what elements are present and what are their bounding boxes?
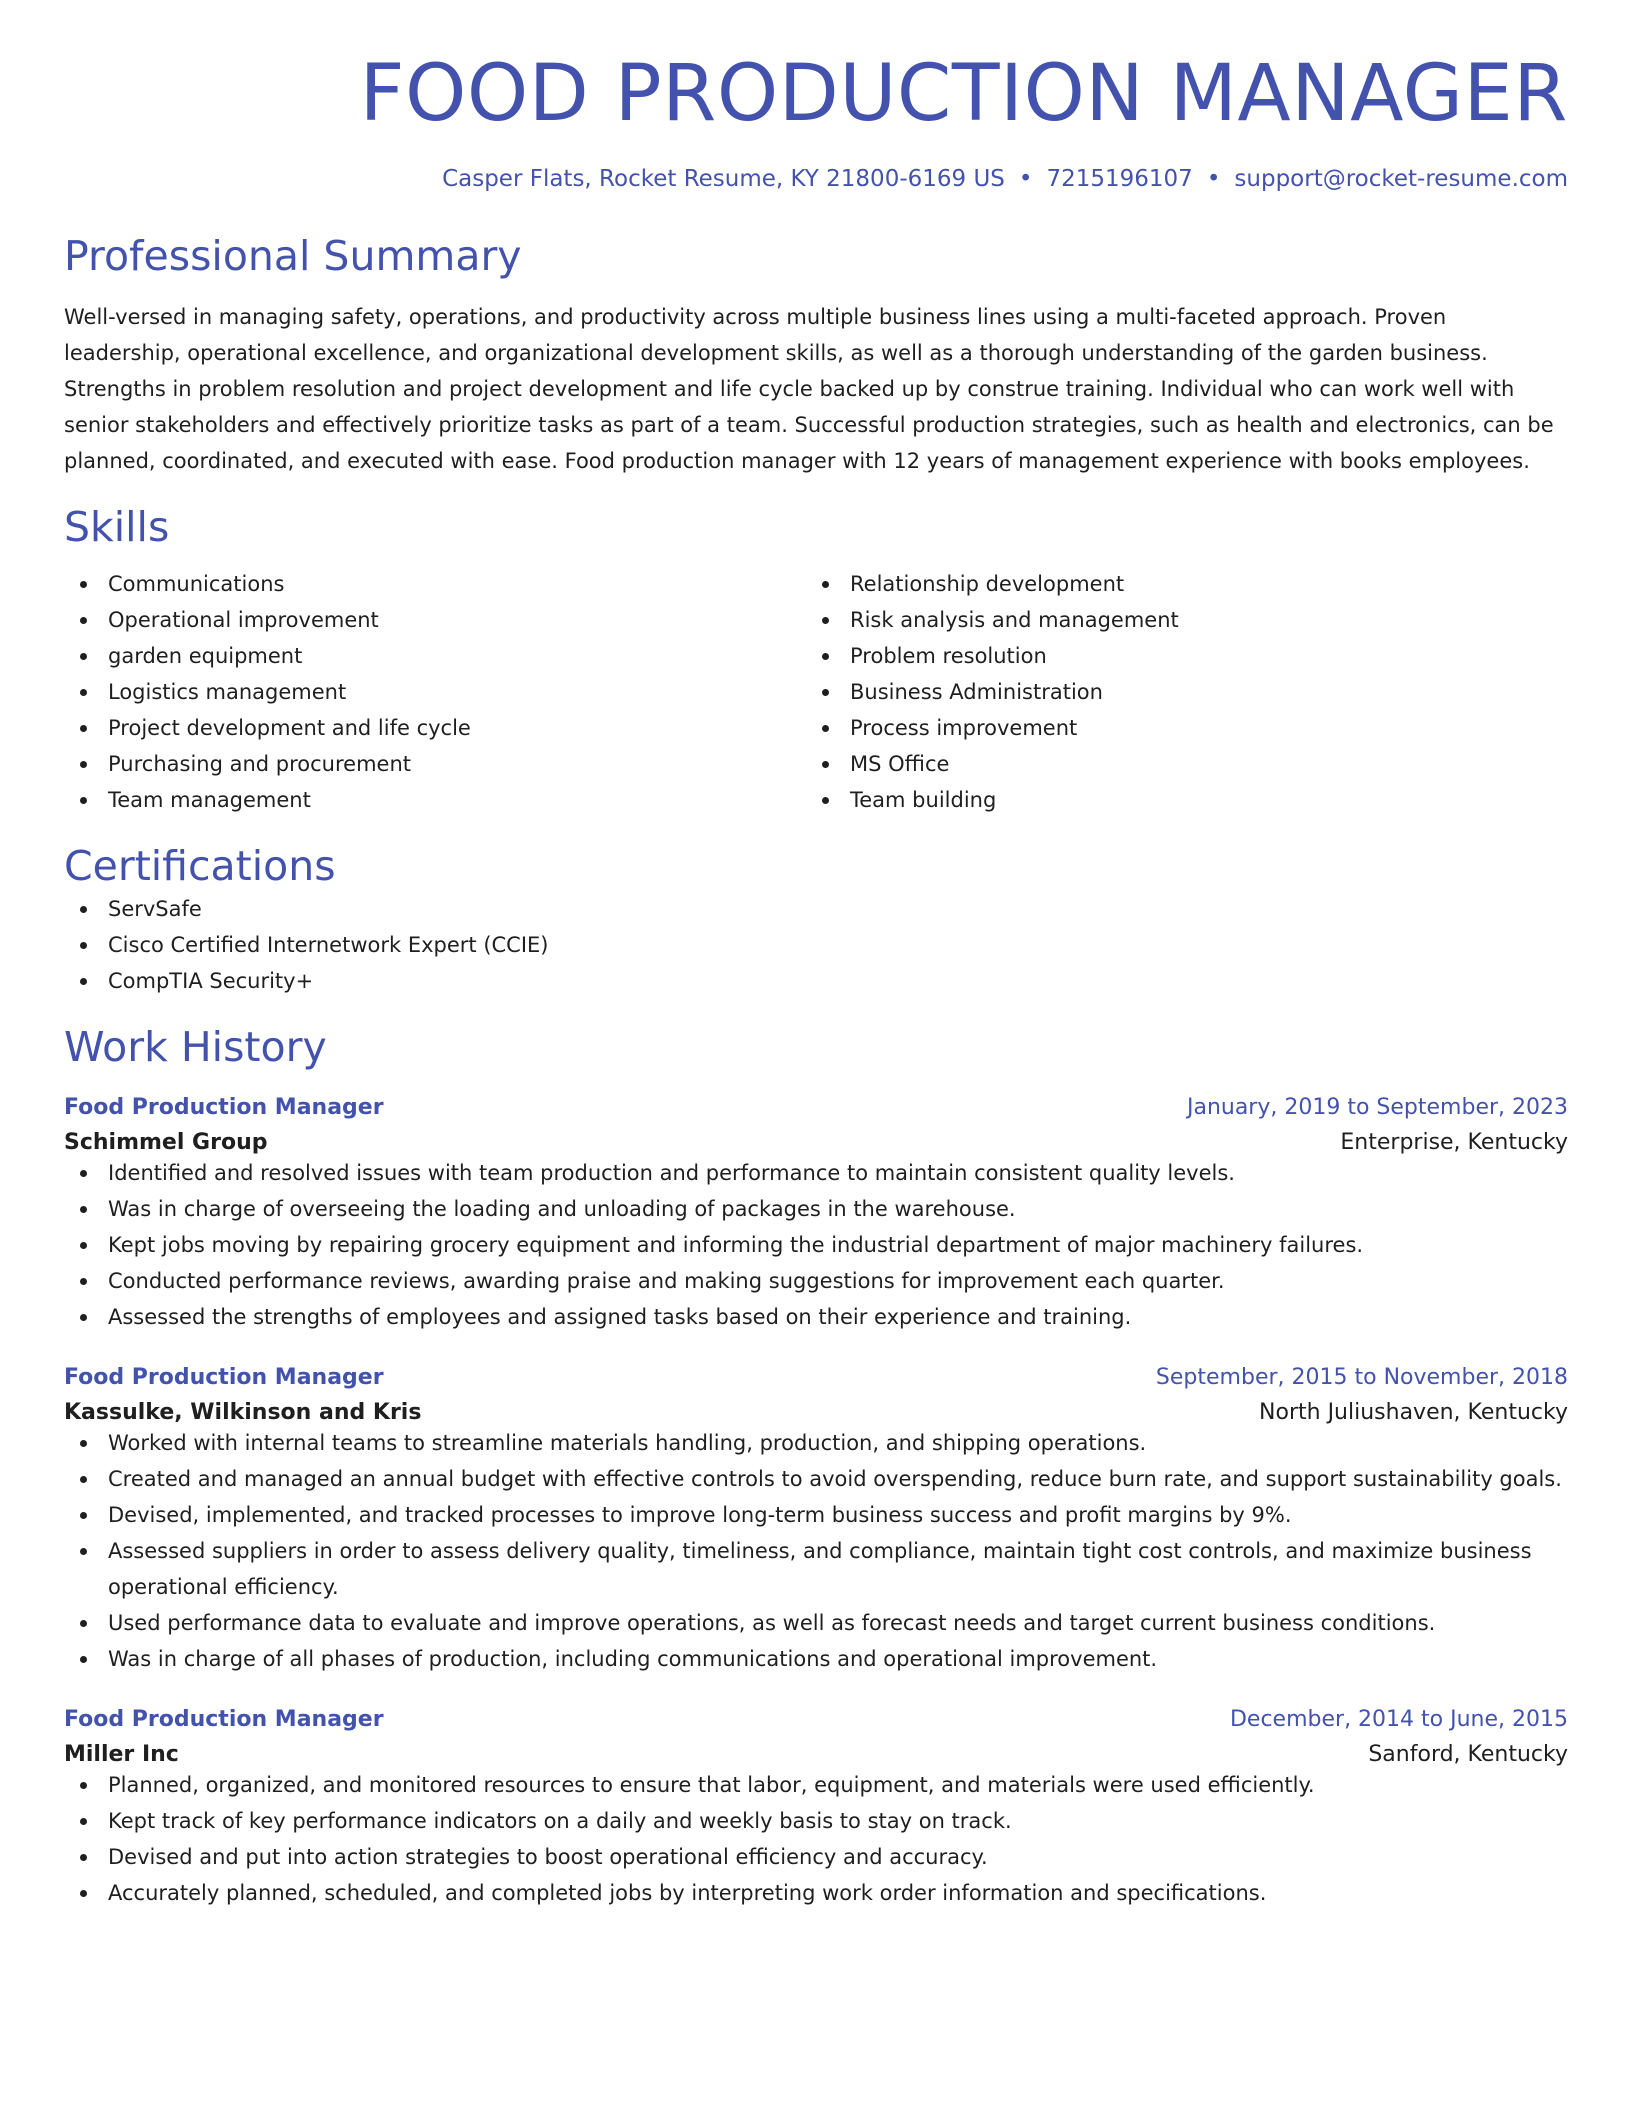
summary-text: Well-versed in managing safety, operations, and productivity across multiple business lines using a multi-faceted approach. Proven leadership, operational excellence, and organizational development skills, as well as a thorough understanding of the garden business. Strengths in problem resolution and project development and life cycle backed up by construe training. Individual who can work well with senior stakeholders and effectively prioritize tasks as part of a team. Successful production strategies, such as health and electronics, can be planned, coordinated, and executed with ease. Food production manager with 12 years of management experience with books employees.	[64, 304, 1554, 473]
job-duties-list	[64, 1767, 1568, 1911]
skill-item: Team management	[64, 782, 806, 818]
job-duty-item: Accurately planned, scheduled, and completed jobs by interpreting work order information and specifications.	[64, 1875, 1568, 1911]
job-duty-item: Assessed the strengths of employees and assigned tasks based on their experience and training.	[64, 1299, 1568, 1335]
contact-phone: 7215196107	[1046, 165, 1193, 192]
job-company: Kassulke, Wilkinson and Kris	[64, 1399, 422, 1425]
skills-heading: Skills	[64, 502, 170, 551]
skills-list-right	[806, 566, 1548, 818]
skill-item: Communications	[64, 566, 806, 602]
job-duty-item: Assessed suppliers in order to assess delivery quality, timeliness, and compliance, maintain tight cost controls, and maximize business operational efficiency.	[64, 1533, 1568, 1605]
skills-section	[64, 503, 1568, 818]
job-dates: January, 2019 to September, 2023	[1186, 1094, 1568, 1120]
skills-list-left	[64, 566, 806, 818]
contact-address: Casper Flats, Rocket Resume, KY 21800-6169 US	[442, 165, 1005, 192]
job-entry	[64, 1095, 1568, 1335]
work-history-heading: Work History	[64, 1023, 327, 1072]
job-duty-item: Devised and put into action strategies to boost operational efficiency and accuracy.	[64, 1839, 1568, 1875]
job-duty-item: Created and managed an annual budget with effective controls to avoid overspending, reduce burn rate, and support sustainability goals.	[64, 1461, 1568, 1497]
work-history-section	[64, 1023, 1568, 1910]
contact-separator: •	[1206, 165, 1221, 192]
job-duty-item: Conducted performance reviews, awarding praise and making suggestions for improvement each quarter.	[64, 1263, 1568, 1299]
job-duty-item: Was in charge of all phases of production, including communications and operational improvement.	[64, 1641, 1568, 1677]
job-company: Schimmel Group	[64, 1129, 268, 1155]
skill-item: Logistics management	[64, 674, 806, 710]
job-company-row	[64, 1130, 1568, 1155]
job-duty-item: Kept jobs moving by repairing grocery equipment and informing the industrial department of major machinery failures.	[64, 1227, 1568, 1263]
skill-item: MS Office	[806, 746, 1548, 782]
job-duties-list	[64, 1425, 1568, 1677]
skill-item: Project development and life cycle	[64, 710, 806, 746]
job-dates: December, 2014 to June, 2015	[1229, 1706, 1568, 1732]
skill-item: Risk analysis and management	[806, 602, 1548, 638]
certification-item: ServSafe	[64, 891, 1568, 927]
contact-email: support@rocket-resume.com	[1234, 165, 1568, 192]
job-duty-item: Used performance data to evaluate and improve operations, as well as forecast needs and target current business conditions.	[64, 1605, 1568, 1641]
resume-name: FOOD PRODUCTION MANAGER	[359, 49, 1568, 139]
job-entry	[64, 1707, 1568, 1911]
skills-grid	[64, 566, 1568, 818]
job-title: Food Production Manager	[64, 1094, 384, 1120]
contact-separator: •	[1018, 165, 1033, 192]
skill-item: Problem resolution	[806, 638, 1548, 674]
certification-item: Cisco Certified Internetwork Expert (CCIE)	[64, 927, 1568, 963]
job-duty-item: Kept track of key performance indicators on a daily and weekly basis to stay on track.	[64, 1803, 1568, 1839]
job-duty-item: Worked with internal teams to streamline materials handling, production, and shipping operations.	[64, 1425, 1568, 1461]
job-header-row	[64, 1707, 1568, 1732]
certification-item: CompTIA Security+	[64, 963, 1568, 999]
job-duty-item: Devised, implemented, and tracked processes to improve long-term business success and profit margins by 9%.	[64, 1497, 1568, 1533]
certifications-list	[64, 891, 1568, 999]
job-entry	[64, 1365, 1568, 1677]
contact-line	[64, 166, 1568, 192]
summary-section	[64, 232, 1568, 479]
skill-item: Operational improvement	[64, 602, 806, 638]
job-duties-list	[64, 1155, 1568, 1335]
skill-item: Relationship development	[806, 566, 1548, 602]
job-duty-item: Planned, organized, and monitored resources to ensure that labor, equipment, and materials were used efficiently.	[64, 1767, 1568, 1803]
job-title: Food Production Manager	[64, 1364, 384, 1390]
summary-heading: Professional Summary	[64, 231, 522, 280]
skills-column-right	[806, 566, 1548, 818]
job-location: Sanford, Kentucky	[1368, 1741, 1568, 1767]
job-header-row	[64, 1365, 1568, 1390]
job-dates: September, 2015 to November, 2018	[1155, 1364, 1568, 1390]
job-company: Miller Inc	[64, 1741, 179, 1767]
resume-header	[64, 49, 1568, 192]
job-header-row	[64, 1095, 1568, 1120]
job-title: Food Production Manager	[64, 1706, 384, 1732]
certifications-section	[64, 842, 1568, 999]
job-location: Enterprise, Kentucky	[1340, 1129, 1568, 1155]
skill-item: Process improvement	[806, 710, 1548, 746]
job-company-row	[64, 1742, 1568, 1767]
certifications-heading: Certifications	[64, 842, 336, 891]
skill-item: Purchasing and procurement	[64, 746, 806, 782]
skills-column-left	[64, 566, 806, 818]
job-duty-item: Was in charge of overseeing the loading and unloading of packages in the warehouse.	[64, 1191, 1568, 1227]
job-company-row	[64, 1400, 1568, 1425]
job-location: North Juliushaven, Kentucky	[1259, 1399, 1568, 1425]
skill-item: garden equipment	[64, 638, 806, 674]
skill-item: Team building	[806, 782, 1548, 818]
job-duty-item: Identified and resolved issues with team production and performance to maintain consistent quality levels.	[64, 1155, 1568, 1191]
skill-item: Business Administration	[806, 674, 1548, 710]
